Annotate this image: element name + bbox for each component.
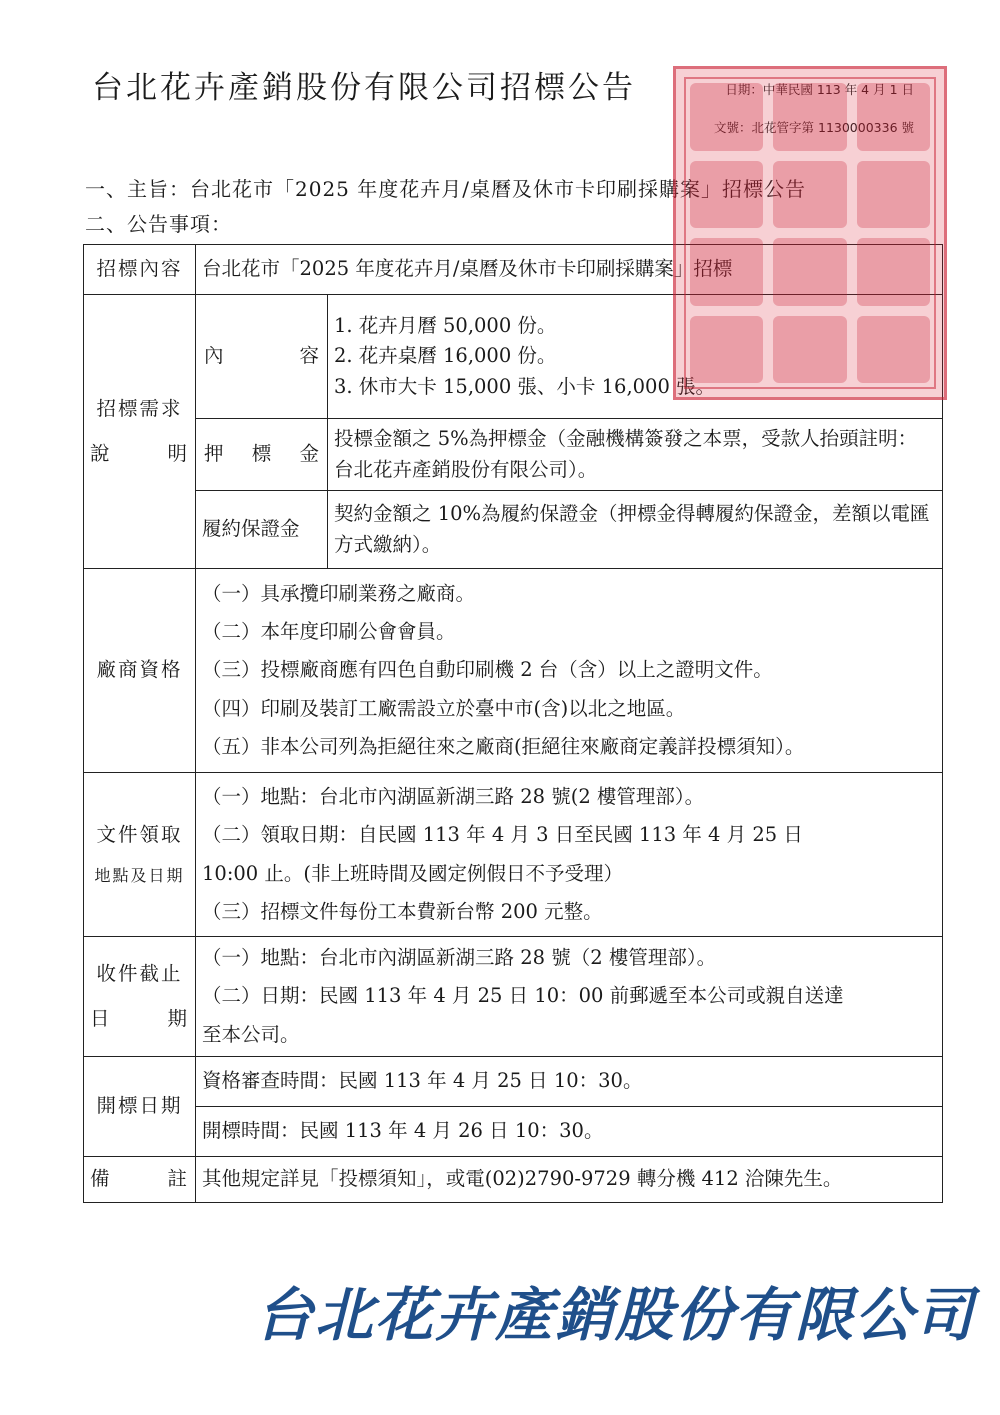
table-row: [84, 773, 943, 937]
table-row: [84, 1057, 943, 1107]
deadline-label-line2: [90, 1004, 189, 1034]
list-item: 至本公司。: [202, 1022, 300, 1046]
requirement-label-char: 說: [90, 441, 112, 465]
deadline-label-char: 日: [90, 1006, 112, 1030]
table-row: [84, 1157, 943, 1203]
list-item: （一）具承攬印刷業務之廠商。: [202, 581, 476, 605]
seal-characters: [690, 83, 930, 383]
list-item: （四）印刷及裝訂工廠需設立於臺中市(含)以北之地區。: [202, 696, 686, 720]
list-item: 3. 休市大卡 15,000 張、小卡 16,000 張。: [334, 374, 716, 398]
sub-content-char: 容: [299, 344, 319, 368]
bid-bond-text: 投標金額之 5%為押標金（金融機構簽發之本票，受款人抬頭註明：台北花卉產銷股份有限公司）。: [328, 419, 943, 491]
performance-bond-text: 契約金額之 10%為履約保證金（押標金得轉履約保證金，差額以電匯方式繳納）。: [328, 491, 943, 569]
list-item: （一）地點：台北市內湖區新湖三路 28 號（2 樓管理部）。: [202, 946, 717, 970]
table-row: [84, 937, 943, 1057]
table-row: [84, 419, 943, 491]
notice-date: 日期：中華民國 113 年 4 月 1 日: [725, 82, 914, 97]
list-item: （五）非本公司列為拒絕往來之廠商(拒絕往來廠商定義詳投標須知）。: [202, 734, 805, 758]
list-item: （二）領取日期：自民國 113 年 4 月 3 日至民國 113 年 4 月 25 日: [202, 823, 803, 847]
deadline-label-char: 期: [167, 1006, 189, 1030]
company-seal-stamp: [673, 66, 947, 400]
notice-title: 台北花卉產銷股份有限公司招標公告: [92, 70, 636, 106]
list-item: （三）招標文件每份工本費新台幣 200 元整。: [202, 899, 603, 923]
company-name-stamp: 台北花卉產銷股份有限公司: [255, 1281, 976, 1349]
remark-label: [84, 1157, 196, 1203]
documents-label-line1: 文件領取: [96, 822, 183, 846]
content-value: 台北花市「2025 年度花卉月/桌曆及休市卡印刷採購案」招標: [196, 245, 943, 295]
remark-text: 其他規定詳見「投標須知」，或電(02)2790-9729 轉分機 412 洽陳先生。: [196, 1157, 943, 1203]
subject-line: 一、主旨：台北花市「2025 年度花卉月/桌曆及休市卡印刷採購案」招標公告: [85, 177, 806, 201]
notice-doc-number: 文號：北花管字第 1130000336 號: [714, 120, 914, 135]
documents-label: [84, 773, 196, 937]
opening-label: 開標日期: [84, 1057, 196, 1157]
bid-bond-char: 標: [251, 442, 272, 466]
list-item: （一）地點：台北市內湖區新湖三路 28 號(2 樓管理部）。: [202, 785, 705, 809]
vendor-items: [196, 569, 943, 773]
remark-label-char: 註: [167, 1167, 189, 1191]
documents-label-line2: 地點及日期: [94, 866, 185, 886]
bid-bond-label: [196, 419, 328, 491]
deadline-label-line1: 收件截止: [96, 962, 183, 986]
remark-label-char: 備: [90, 1167, 112, 1191]
opening-time: 開標時間：民國 113 年 4 月 26 日 10：30。: [196, 1107, 943, 1157]
list-item: （二）本年度印刷公會會員。: [202, 620, 456, 644]
table-row: [84, 1107, 943, 1157]
bid-bond-char: 金: [299, 442, 319, 466]
sub-content-char: 內: [204, 344, 224, 368]
content-label: 招標內容: [84, 245, 196, 295]
performance-bond-label: 履約保證金: [196, 491, 328, 569]
list-item: 2. 花卉桌曆 16,000 份。: [334, 344, 557, 368]
table-row: [84, 491, 943, 569]
list-item: （二）日期：民國 113 年 4 月 25 日 10：00 前郵遞至本公司或親自送達: [202, 984, 844, 1008]
sub-content-label: [196, 295, 328, 419]
requirement-label-line2: [90, 439, 189, 469]
bid-bond-char: 押: [204, 442, 224, 466]
announcement-heading: 二、公告事項：: [85, 212, 232, 236]
list-item: （三）投標廠商應有四色自動印刷機 2 台（含）以上之證明文件。: [202, 658, 773, 682]
deadline-label: [84, 937, 196, 1057]
vendor-label: 廠商資格: [84, 569, 196, 773]
qualification-review-time: 資格審查時間：民國 113 年 4 月 25 日 10：30。: [196, 1057, 943, 1107]
list-item: 10:00 止。(非上班時間及國定例假日不予受理）: [202, 861, 624, 885]
deadline-items: [196, 937, 943, 1057]
table-row: [84, 569, 943, 773]
documents-items: [196, 773, 943, 937]
requirement-label: [84, 295, 196, 569]
list-item: 1. 花卉月曆 50,000 份。: [334, 314, 557, 338]
requirement-label-char: 明: [167, 441, 189, 465]
requirement-label-line1: 招標需求: [96, 397, 183, 421]
